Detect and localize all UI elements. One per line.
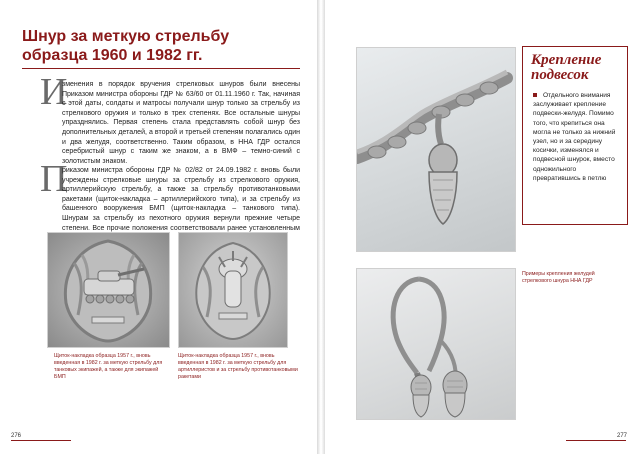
- tank-badge-photo: [47, 232, 170, 348]
- book-gutter: [317, 0, 325, 454]
- cord-loop-photo: [356, 268, 516, 420]
- paragraph-2: риказом министра обороны ГДР № 02/82 от 24.09.1982 г. вновь были учреждены стрелковые шнуры за стрельбу из стрелкового оружия, артиллерийскую стрельбу, а также за стрельбу противотанковыми ракетами (щиток-накладка – артиллерийского типа), и за стрельбу из башенного вооружения БМП (щиток-накладка – танкового типа). Шнурам за стрельбу из пехотного оружия вернули прежние четыре степени. Все прочие положения соответствовали ранее установленным: [62, 167, 300, 232]
- sidebar-text: Отдельного внимания заслуживает крепление подвески-желудя. Помимо того, что крепиться она могла не только за нижний узел, но и за середину косички, изменялся и подвесной шнурок, вместо одножильного превратившись в петлю: [533, 92, 616, 182]
- badge-tank-icon: [48, 233, 169, 347]
- footer-rule-right: [566, 440, 626, 441]
- caption-cord-examples: Примеры крепления желудей стрелкового шнура ННА ГДР: [522, 271, 595, 284]
- artillery-badge-photo: [178, 232, 288, 348]
- page-number-right: 277: [617, 433, 628, 439]
- cord-loop-icon: [357, 269, 515, 419]
- page-title: Шнур за меткую стрельбу образца 1960 и 1982 гг.: [22, 28, 230, 64]
- sidebar-box: [522, 46, 628, 225]
- cord-acorn-icon: [357, 48, 515, 251]
- footer-rule-left: [11, 440, 71, 441]
- drop-cap-2: П: [40, 158, 68, 200]
- drop-cap-1: И: [40, 71, 68, 113]
- caption-artillery-badge: Щиток-накладка образца 1957 г., вновь введенная в 1982 г. за меткую стрельбу для артиллеристов и за стрельбу противотанковыми ракетами: [178, 353, 298, 380]
- page-number-left: 276: [11, 433, 22, 439]
- caption-tank-badge: Щиток-накладка образца 1957 г., вновь введенная в 1982 г. за меткую стрельбу для танковых экипажей, а также для экипажей БМП: [54, 353, 163, 380]
- cord-acorn-photo: [356, 47, 516, 252]
- paragraph-1: зменения в порядок вручения стрелковых шнуров были внесены Приказом министра обороны ГДР № 63/60 от 01.11.1960 г. Так, начиная с этой даты, солдаты и матросы получали шнур только за стрельбу из стрелкового оружия и только в трех степенях. Все остальные шнуры упразднялись. Первая степень стала представлять собой шнур без дополнительных деталей, а второй и третьей степеням полагались один и два желудя, соответственно. Таким образом, в ННА ГДР остался серебристый шнур с таким же знаком, а в ВМФ – темно-синий с золотистым знаком.: [62, 81, 300, 165]
- sidebar-title: Крепление подвесок: [531, 52, 602, 83]
- badge-artillery-icon: [179, 233, 287, 347]
- title-rule: [22, 68, 300, 69]
